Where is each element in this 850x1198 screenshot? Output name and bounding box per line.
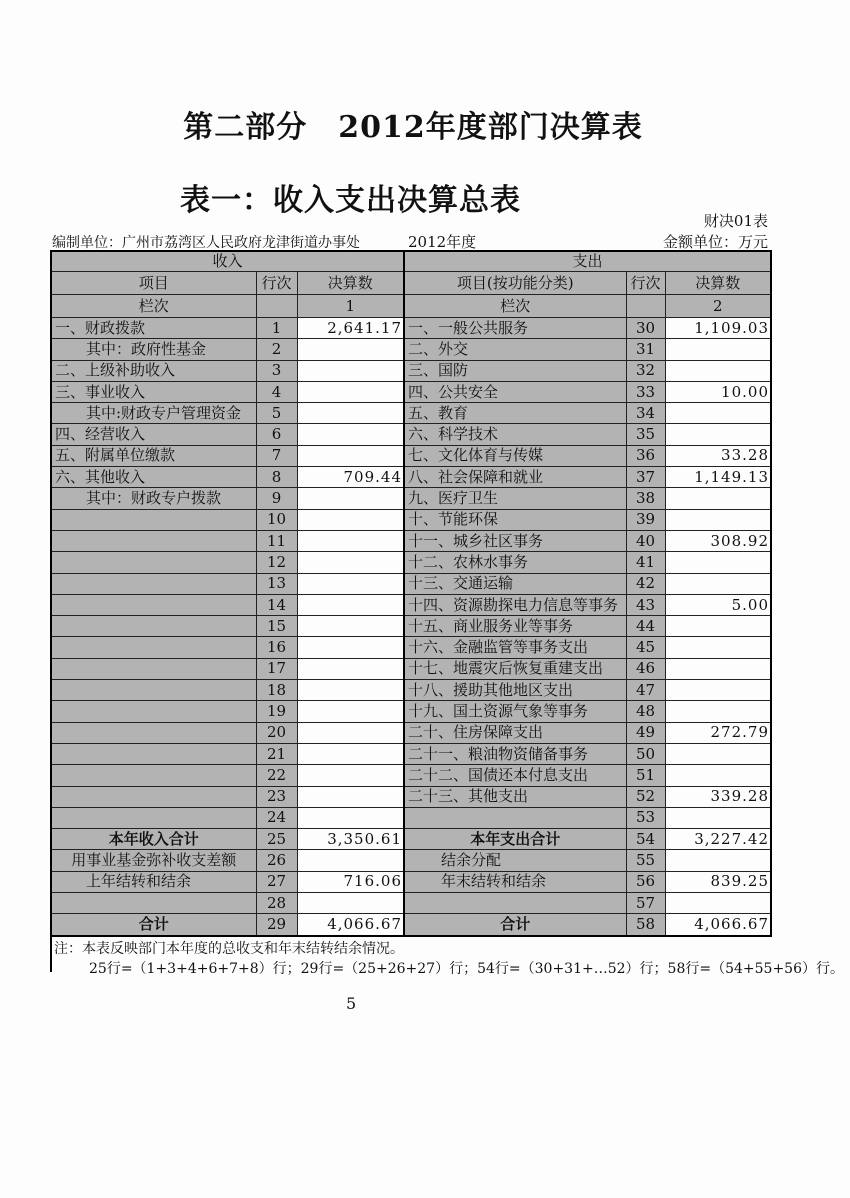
income-amount <box>297 680 404 701</box>
expense-section-header: 支出 <box>404 251 771 272</box>
expense-amount: 308.92 <box>665 530 771 551</box>
table-row <box>51 488 771 509</box>
table-row <box>51 360 771 381</box>
expense-item-label: 十四、资源勘探电力信息等事务 <box>404 594 626 615</box>
expense-item-label: 六、科学技术 <box>404 424 626 445</box>
table-row <box>51 381 771 402</box>
expense-line-number: 31 <box>626 339 665 360</box>
expense-amount <box>665 403 771 424</box>
income-line-number: 19 <box>256 701 297 722</box>
expense-item-label: 八、社会保障和就业 <box>404 467 626 488</box>
org-label: 编制单位：广州市荔湾区人民政府龙津街道办事处 <box>52 235 360 251</box>
income-expense-table <box>50 250 772 937</box>
income-index-number: 1 <box>297 295 404 318</box>
table-note: 注：本表反映部门本年度的总收支和年末结转结余情况。 <box>54 941 404 957</box>
income-item-label: 其中:财政专户管理资金 <box>51 403 256 424</box>
expense-item-label: 十七、地震灾后恢复重建支出 <box>404 658 626 679</box>
expense-item-label: 十六、金融监管等事务支出 <box>404 637 626 658</box>
expense-amount <box>665 893 771 914</box>
header-row-index <box>51 295 771 318</box>
income-amount <box>297 807 404 828</box>
income-item-label: 本年收入合计 <box>51 829 256 850</box>
expense-amount <box>665 701 771 722</box>
income-amount <box>297 786 404 807</box>
income-line-number: 15 <box>256 616 297 637</box>
expense-item-label: 二十二、国债还本付息支出 <box>404 765 626 786</box>
expense-amount <box>665 488 771 509</box>
expense-item-label: 合计 <box>404 914 626 936</box>
expense-item-label: 五、教育 <box>404 403 626 424</box>
income-item-label: 二、上级补助收入 <box>51 360 256 381</box>
expense-amount <box>665 850 771 871</box>
expense-item-label: 结余分配 <box>404 850 626 871</box>
table-row <box>51 701 771 722</box>
amount-unit: 金额单位：万元 <box>662 233 768 251</box>
income-index-line <box>256 295 297 318</box>
table-row <box>51 594 771 615</box>
table-row <box>51 509 771 530</box>
table-row <box>51 743 771 764</box>
expense-line-header: 行次 <box>626 272 665 295</box>
income-amount: 709.44 <box>297 467 404 488</box>
table-row <box>51 467 771 488</box>
income-line-number: 21 <box>256 743 297 764</box>
expense-index-label: 栏次 <box>404 295 626 318</box>
income-line-number: 7 <box>256 445 297 466</box>
income-item-label <box>51 893 256 914</box>
table-title: 表一：收入支出决算总表 <box>180 183 521 218</box>
page-title: 第二部分 2012年度部门决算表 <box>183 110 643 145</box>
income-line-number: 25 <box>256 829 297 850</box>
income-amount: 716.06 <box>297 871 404 892</box>
expense-amount: 3,227.42 <box>665 829 771 850</box>
header-row-columns <box>51 272 771 295</box>
income-amount-header: 决算数 <box>297 272 404 295</box>
expense-line-number: 49 <box>626 722 665 743</box>
table-row <box>51 871 771 892</box>
expense-item-label: 十二、农林水事务 <box>404 552 626 573</box>
income-item-label <box>51 573 256 594</box>
expense-item-label: 本年支出合计 <box>404 829 626 850</box>
income-line-number: 4 <box>256 381 297 402</box>
income-amount: 3,350.61 <box>297 829 404 850</box>
table-row <box>51 318 771 339</box>
income-amount <box>297 552 404 573</box>
income-amount <box>297 722 404 743</box>
income-amount <box>297 403 404 424</box>
income-line-number: 17 <box>256 658 297 679</box>
expense-item-label: 一、一般公共服务 <box>404 318 626 339</box>
notes-box <box>50 936 844 977</box>
income-amount <box>297 573 404 594</box>
table-row <box>51 914 771 936</box>
expense-item-label <box>404 893 626 914</box>
form-code: 财决01表 <box>703 212 768 230</box>
income-amount: 2,641.17 <box>297 318 404 339</box>
table-row <box>51 637 771 658</box>
income-line-number: 3 <box>256 360 297 381</box>
expense-amount-header: 决算数 <box>665 272 771 295</box>
fiscal-year: 2012年度 <box>408 233 477 251</box>
expense-amount: 33.28 <box>665 445 771 466</box>
expense-item-label: 九、医疗卫生 <box>404 488 626 509</box>
table-row <box>51 616 771 637</box>
income-amount <box>297 339 404 360</box>
income-amount <box>297 381 404 402</box>
income-amount <box>297 445 404 466</box>
expense-item-label: 二、外交 <box>404 339 626 360</box>
income-item-label: 用事业基金弥补收支差额 <box>51 850 256 871</box>
table-row <box>51 530 771 551</box>
expense-amount: 1,109.03 <box>665 318 771 339</box>
expense-amount <box>665 552 771 573</box>
table-row <box>51 339 771 360</box>
income-item-label: 四、经营收入 <box>51 424 256 445</box>
income-item-label <box>51 658 256 679</box>
table-row <box>51 680 771 701</box>
expense-item-header: 项目(按功能分类) <box>404 272 626 295</box>
income-item-label: 其中：财政专户拨款 <box>51 488 256 509</box>
expense-line-number: 40 <box>626 530 665 551</box>
expense-item-label <box>404 807 626 828</box>
income-line-number: 20 <box>256 722 297 743</box>
expense-line-number: 44 <box>626 616 665 637</box>
expense-line-number: 34 <box>626 403 665 424</box>
expense-line-number: 38 <box>626 488 665 509</box>
income-line-number: 8 <box>256 467 297 488</box>
expense-line-number: 46 <box>626 658 665 679</box>
income-line-number: 5 <box>256 403 297 424</box>
income-line-number: 6 <box>256 424 297 445</box>
income-amount <box>297 594 404 615</box>
expense-amount <box>665 680 771 701</box>
income-amount <box>297 658 404 679</box>
expense-line-number: 37 <box>626 467 665 488</box>
expense-item-label: 七、文化体育与传媒 <box>404 445 626 466</box>
income-amount <box>297 701 404 722</box>
income-amount <box>297 637 404 658</box>
header-row-sections <box>51 251 771 272</box>
expense-amount <box>665 360 771 381</box>
income-line-number: 16 <box>256 637 297 658</box>
income-amount <box>297 893 404 914</box>
table-row <box>51 445 771 466</box>
expense-amount <box>665 658 771 679</box>
income-item-label <box>51 701 256 722</box>
expense-amount <box>665 509 771 530</box>
income-amount <box>297 765 404 786</box>
expense-item-label: 十八、援助其他地区支出 <box>404 680 626 701</box>
income-amount <box>297 743 404 764</box>
expense-item-label: 三、国防 <box>404 360 626 381</box>
expense-item-label: 年末结转和结余 <box>404 871 626 892</box>
expense-item-label: 十三、交通运输 <box>404 573 626 594</box>
expense-amount: 1,149.13 <box>665 467 771 488</box>
expense-amount: 10.00 <box>665 381 771 402</box>
income-index-label: 栏次 <box>51 295 256 318</box>
expense-amount <box>665 339 771 360</box>
table-row <box>51 829 771 850</box>
income-amount <box>297 360 404 381</box>
expense-index-number: 2 <box>665 295 771 318</box>
expense-item-label: 二十三、其他支出 <box>404 786 626 807</box>
table-row <box>51 722 771 743</box>
expense-line-number: 47 <box>626 680 665 701</box>
expense-line-number: 52 <box>626 786 665 807</box>
expense-line-number: 50 <box>626 743 665 764</box>
table-row <box>51 424 771 445</box>
table-row <box>51 658 771 679</box>
income-line-number: 9 <box>256 488 297 509</box>
income-line-number: 23 <box>256 786 297 807</box>
table-row <box>51 807 771 828</box>
expense-amount: 5.00 <box>665 594 771 615</box>
table-row <box>51 893 771 914</box>
table-row <box>51 850 771 871</box>
income-item-label: 上年结转和结余 <box>51 871 256 892</box>
expense-line-number: 43 <box>626 594 665 615</box>
income-amount <box>297 850 404 871</box>
expense-amount <box>665 743 771 764</box>
income-item-label <box>51 594 256 615</box>
table-row <box>51 403 771 424</box>
expense-amount: 272.79 <box>665 722 771 743</box>
income-amount <box>297 530 404 551</box>
income-item-label <box>51 509 256 530</box>
income-line-number: 18 <box>256 680 297 701</box>
income-amount <box>297 509 404 530</box>
expense-line-number: 48 <box>626 701 665 722</box>
income-item-label <box>51 722 256 743</box>
income-line-number: 10 <box>256 509 297 530</box>
income-amount <box>297 424 404 445</box>
expense-item-label: 十一、城乡社区事务 <box>404 530 626 551</box>
expense-line-number: 51 <box>626 765 665 786</box>
expense-line-number: 45 <box>626 637 665 658</box>
table-row <box>51 786 771 807</box>
expense-line-number: 53 <box>626 807 665 828</box>
expense-index-line <box>626 295 665 318</box>
income-item-label: 三、事业收入 <box>51 381 256 402</box>
income-item-label <box>51 807 256 828</box>
income-item-label <box>51 786 256 807</box>
expense-item-label: 十五、商业服务业等事务 <box>404 616 626 637</box>
table-row <box>51 573 771 594</box>
income-item-label <box>51 552 256 573</box>
expense-line-number: 58 <box>626 914 665 936</box>
income-item-label: 五、附属单位缴款 <box>51 445 256 466</box>
income-line-number: 26 <box>256 850 297 871</box>
expense-amount: 839.25 <box>665 871 771 892</box>
income-line-number: 29 <box>256 914 297 936</box>
expense-amount <box>665 616 771 637</box>
income-item-label <box>51 637 256 658</box>
income-line-number: 11 <box>256 530 297 551</box>
formula-note: 25行=（1+3+4+6+7+8）行；29行=（25+26+27）行；54行=（30+31+…52）行；58行=（54+55+56）行。 <box>89 961 844 977</box>
income-line-number: 14 <box>256 594 297 615</box>
expense-line-number: 41 <box>626 552 665 573</box>
income-line-number: 24 <box>256 807 297 828</box>
income-line-number: 1 <box>256 318 297 339</box>
income-item-label: 一、财政拨款 <box>51 318 256 339</box>
income-item-label <box>51 765 256 786</box>
expense-line-number: 55 <box>626 850 665 871</box>
income-line-number: 27 <box>256 871 297 892</box>
expense-line-number: 42 <box>626 573 665 594</box>
table-row <box>51 552 771 573</box>
expense-line-number: 36 <box>626 445 665 466</box>
income-amount <box>297 488 404 509</box>
income-item-label: 其中：政府性基金 <box>51 339 256 360</box>
income-item-label <box>51 743 256 764</box>
expense-line-number: 54 <box>626 829 665 850</box>
income-amount <box>297 616 404 637</box>
expense-line-number: 30 <box>626 318 665 339</box>
income-item-label: 合计 <box>51 914 256 936</box>
income-line-number: 13 <box>256 573 297 594</box>
expense-item-label: 四、公共安全 <box>404 381 626 402</box>
expense-item-label: 十九、国土资源气象等事务 <box>404 701 626 722</box>
expense-line-number: 33 <box>626 381 665 402</box>
table-row <box>51 765 771 786</box>
income-line-header: 行次 <box>256 272 297 295</box>
expense-line-number: 57 <box>626 893 665 914</box>
income-line-number: 22 <box>256 765 297 786</box>
income-item-header: 项目 <box>51 272 256 295</box>
expense-item-label: 二十、住房保障支出 <box>404 722 626 743</box>
expense-amount: 339.28 <box>665 786 771 807</box>
expense-line-number: 32 <box>626 360 665 381</box>
income-line-number: 28 <box>256 893 297 914</box>
income-item-label: 六、其他收入 <box>51 467 256 488</box>
expense-amount <box>665 765 771 786</box>
income-line-number: 12 <box>256 552 297 573</box>
expense-line-number: 39 <box>626 509 665 530</box>
expense-item-label: 十、节能环保 <box>404 509 626 530</box>
income-item-label <box>51 530 256 551</box>
income-item-label <box>51 616 256 637</box>
income-section-header: 收入 <box>51 251 404 272</box>
income-item-label <box>51 680 256 701</box>
income-amount: 4,066.67 <box>297 914 404 936</box>
expense-line-number: 56 <box>626 871 665 892</box>
expense-amount <box>665 573 771 594</box>
expense-amount <box>665 807 771 828</box>
expense-amount <box>665 424 771 445</box>
expense-amount <box>665 637 771 658</box>
expense-line-number: 35 <box>626 424 665 445</box>
expense-amount: 4,066.67 <box>665 914 771 936</box>
page-number: 5 <box>346 994 357 1013</box>
expense-item-label: 二十一、粮油物资储备事务 <box>404 743 626 764</box>
income-line-number: 2 <box>256 339 297 360</box>
